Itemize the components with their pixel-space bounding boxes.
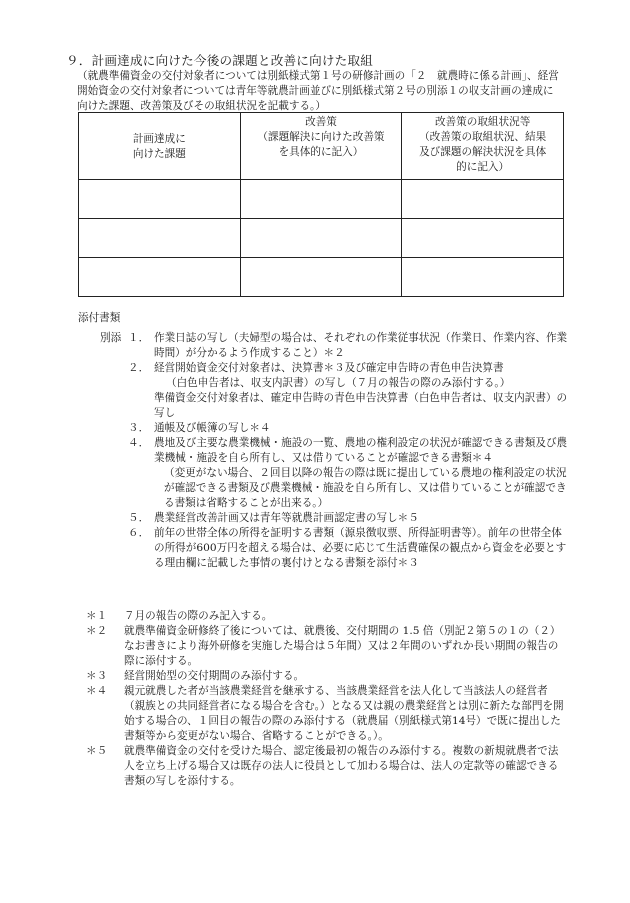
table-row: [79, 219, 564, 258]
footnote-text: 経営開始型の交付期間のみ添付する。: [124, 670, 305, 683]
plan-table: [78, 112, 564, 297]
footnote-mark: ＊１: [86, 610, 108, 622]
plan-table-header-row: [79, 113, 564, 180]
header-issues-text: 計画達成に 向けた課題: [132, 132, 186, 160]
header-issues: [79, 113, 241, 180]
table-cell[interactable]: [79, 258, 241, 297]
footnote: [86, 684, 566, 744]
footnote-mark: ＊５: [86, 745, 108, 758]
table-cell[interactable]: [240, 180, 402, 219]
table-cell[interactable]: [240, 258, 402, 297]
attachment-number: ３．: [128, 422, 150, 435]
footnote-mark: ＊３: [86, 670, 108, 683]
attachment-number: ２．: [128, 362, 150, 375]
attachment-text: 作業日誌の写し（夫婦型の場合は、それぞれの作業従事状況（作業日、作業内容、作業時間）が分かるよう作成すること）＊２: [154, 332, 568, 360]
attachment-item: [100, 526, 570, 571]
attachments-heading: 添付書類: [78, 312, 121, 324]
attachment-item: [100, 511, 570, 526]
footnote: [86, 624, 566, 669]
table-cell[interactable]: [79, 219, 241, 258]
attachment-number: ６．: [128, 527, 150, 540]
attachments-list: [100, 331, 570, 572]
attachment-prefix: 別添: [100, 332, 122, 344]
attachment-text: 農地及び主要な農業機械・施設の一覧、農地の権利設定の状況が確認できる書類及び農業機械・施設を自ら所有し、又は借りていることが確認できる書類＊４: [154, 437, 568, 465]
attachment-item: [100, 361, 570, 421]
section-title: ９．計画達成に向けた今後の課題と改善に向けた取組: [66, 53, 374, 68]
section-note: （就農準備資金の交付対象者については別紙様式第１号の研修計画の「２ 就農時に係る計画」、経営開始資金の交付対象者については青年等就農計画並びに別紙様式第２号の別添１の収支計画の達成に向けた課題、改善策及びその取組状況を記載する。）: [77, 70, 559, 113]
attachment-item: [100, 421, 570, 436]
header-status: [402, 113, 564, 180]
attachment-text: 前年の世帯全体の所得を証明する書類（源泉徴収票、所得証明書等）。前年の世帯全体の所得が600万円を超える場合は、必要に応じて生活費確保の観点から資金を必要とする理由欄に記載した事情の裏付けとなる書類を添付＊３: [154, 527, 567, 570]
attachment-extra: 準備資金交付対象者は、確定申告時の青色申告決算書（白色申告者は、収支内訳書）の写し: [154, 392, 568, 420]
footnote-text: 親元就農した者が当該農業経営を継承する、当該農業経営を法人化して当該法人の経営者（親族との共同経営者になる場合を含む。）となる又は親の農業経営とは別に新たな部門を開始する場合の、１回目の報告の際のみ添付する（就農届（別紙様式第14号）で既に提出した書類等から変更がない場合、省略することができる。）。: [124, 685, 564, 743]
header-status-text: 改善策の取組状況等 （改善策の取組状況、結果 及び課題の解決状況を具体 的に記入）: [419, 116, 547, 174]
table-cell[interactable]: [402, 180, 564, 219]
header-measures-text: 改善策 （課題解決に向けた改善策 を具体的に記入）: [257, 116, 385, 159]
attachment-text: 通帳及び帳簿の写し＊４: [154, 422, 271, 435]
table-cell[interactable]: [79, 180, 241, 219]
attachment-subtext: （変更がない場合、２回目以降の報告の際は既に提出している農地の権利設定の状況が確認できる書類及び農業機械・施設を自ら所有し、又は借りていることが確認できる書類は省略することが出来る。）: [164, 467, 567, 510]
table-cell[interactable]: [240, 219, 402, 258]
table-row: [79, 180, 564, 219]
footnote-mark: ＊４: [86, 685, 108, 698]
attachment-text: 経営開始資金交付対象者は、決算書＊３及び確定申告時の青色申告決算書: [154, 362, 504, 375]
footnote: [86, 669, 566, 684]
attachment-number: ４．: [128, 437, 150, 450]
attachment-number: １．: [128, 332, 150, 344]
attachment-item: [100, 331, 570, 361]
footnote-text: 就農準備資金の交付を受けた場合、認定後最初の報告のみ添付する。複数の新規就農者で法人を立ち上げる場合又は既存の法人に役員として加わる場合は、法人の定款等の確認できる書類の写しを添付する。: [124, 745, 559, 788]
footnotes: [86, 609, 566, 789]
attachment-item: [100, 436, 570, 511]
header-measures: [240, 113, 402, 180]
attachment-text: 農業経営改善計画又は青年等就農計画認定書の写し＊５: [154, 512, 419, 525]
footnote-mark: ＊２: [86, 625, 108, 638]
footnote: [86, 609, 566, 624]
table-cell[interactable]: [402, 258, 564, 297]
footnote: [86, 744, 566, 789]
attachment-number: ５．: [128, 512, 150, 525]
table-cell[interactable]: [402, 219, 564, 258]
footnote-text: 就農準備資金研修終了後については、就農後、交付期間の 1.5 倍（別記２第５の１の（２）なお書きにより海外研修を実施した場合は５年間）又は２年間のいずれか長い期間の報告の際に添付する。: [124, 625, 561, 668]
table-row: [79, 258, 564, 297]
footnote-text: ７月の報告の際のみ記入する。: [124, 610, 273, 622]
attachment-subtext: （白色申告者は、収支内訳書）の写し（７月の報告の際のみ添付する。）: [166, 377, 511, 390]
